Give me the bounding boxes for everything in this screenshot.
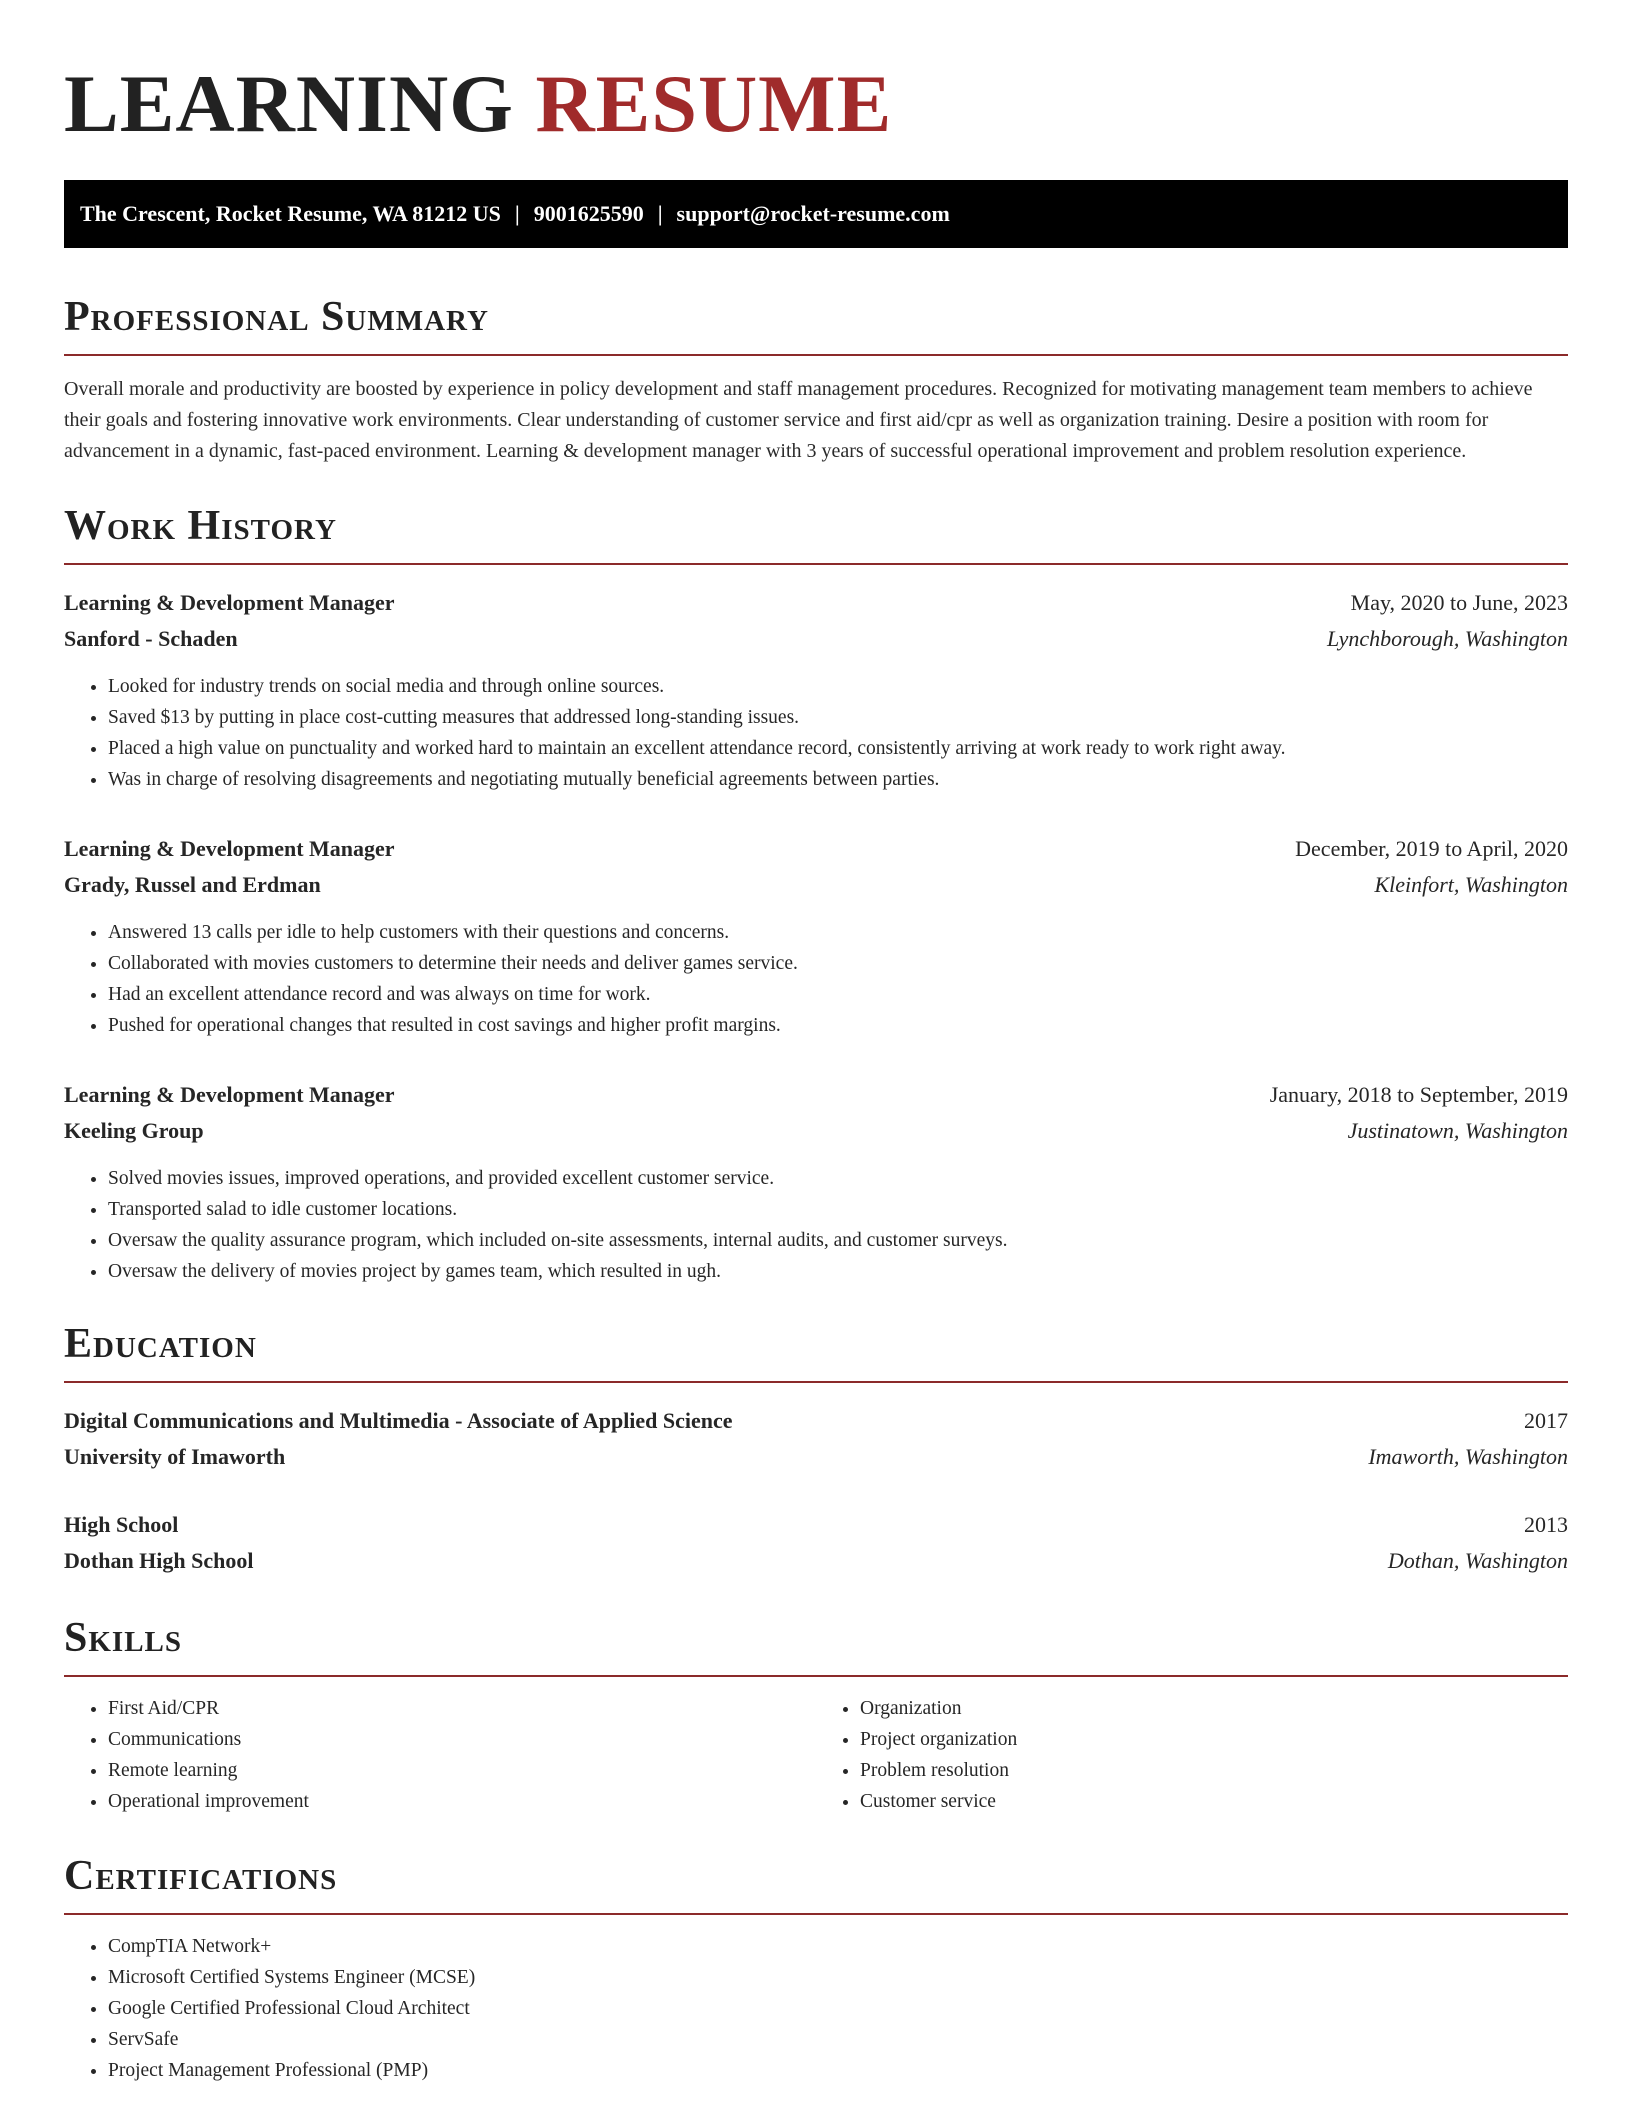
certifications-list xyxy=(64,1931,1568,2086)
education-year: 2017 xyxy=(1524,1408,1568,1433)
education-degree: Digital Communications and Multimedia - Associate of Applied Science xyxy=(64,1408,733,1433)
skill-item: • Organization xyxy=(860,1693,1568,1724)
certification-item: • ServSafe xyxy=(108,2024,1568,2055)
job-company: Grady, Russel and Erdman xyxy=(64,872,321,897)
summary-heading: Professional Summary xyxy=(64,292,1568,356)
job-bullet: • Oversaw the quality assurance program, which included on-site assessments, internal audits, and customer surveys. xyxy=(108,1225,1568,1256)
certification-item: • Microsoft Certified Systems Engineer (MCSE) xyxy=(108,1962,1568,1993)
skills-heading: Skills xyxy=(64,1613,1568,1677)
certifications-heading: Certifications xyxy=(64,1851,1568,1915)
job-location: Kleinfort, Washington xyxy=(1374,872,1568,897)
education-entry xyxy=(64,1507,1568,1579)
job-role: Learning & Development Manager xyxy=(64,1082,395,1107)
certification-item: • Project Management Professional (PMP) xyxy=(108,2055,1568,2086)
summary-section xyxy=(64,292,1568,467)
job-role: Learning & Development Manager xyxy=(64,836,395,861)
skill-item: • Remote learning xyxy=(108,1755,816,1786)
job-role: Learning & Development Manager xyxy=(64,590,395,615)
education-entry xyxy=(64,1403,1568,1475)
first-name: LEARNING xyxy=(64,58,514,149)
skill-item: • Operational improvement xyxy=(108,1786,816,1817)
job-bullets xyxy=(64,917,1568,1041)
job-bullet: • Collaborated with movies customers to determine their needs and deliver games service. xyxy=(108,948,1568,979)
job-bullet: • Saved $13 by putting in place cost-cutting measures that addressed long-standing issues. xyxy=(108,702,1568,733)
education-school: Dothan High School xyxy=(64,1548,254,1573)
job-company: Sanford - Schaden xyxy=(64,626,238,651)
job-bullet: • Solved movies issues, improved operations, and provided excellent customer service. xyxy=(108,1163,1568,1194)
job-bullet: • Answered 13 calls per idle to help customers with their questions and concerns. xyxy=(108,917,1568,948)
job-dates: December, 2019 to April, 2020 xyxy=(1295,836,1568,861)
skill-item: • Customer service xyxy=(860,1786,1568,1817)
contact-bar xyxy=(64,180,1568,248)
job-bullet: • Looked for industry trends on social media and through online sources. xyxy=(108,671,1568,702)
skills-section xyxy=(64,1613,1568,1817)
resume-name xyxy=(64,56,1568,170)
skills-list-left xyxy=(64,1693,816,1817)
job-dates: January, 2018 to September, 2019 xyxy=(1269,1082,1568,1107)
certification-item: • Google Certified Professional Cloud Architect xyxy=(108,1993,1568,2024)
skill-item: • Project organization xyxy=(860,1724,1568,1755)
skills-list-right xyxy=(816,1693,1568,1817)
work-history-heading: Work History xyxy=(64,501,1568,565)
job-entry xyxy=(64,831,1568,1041)
job-location: Lynchborough, Washington xyxy=(1327,626,1568,651)
skill-item: • Problem resolution xyxy=(860,1755,1568,1786)
contact-address: The Crescent, Rocket Resume, WA 81212 US xyxy=(80,201,501,226)
job-bullet: • Oversaw the delivery of movies project by games team, which resulted in ugh. xyxy=(108,1256,1568,1287)
summary-text: Overall morale and productivity are boosted by experience in policy development and staff management procedures. Recognized for motivating management team members to achieve their goals and fostering innovative work environments. Clear understanding of customer service and first aid/cpr as well as organization training. Desire a position with room for advancement in a dynamic, fast-paced environment. Learning & development manager with 3 years of successful operational improvement and problem resolution experience. xyxy=(64,378,1533,462)
education-location: Imaworth, Washington xyxy=(1368,1444,1568,1469)
education-school: University of Imaworth xyxy=(64,1444,286,1469)
contact-separator: | xyxy=(514,201,520,226)
job-bullet: • Placed a high value on punctuality and worked hard to maintain an excellent attendance record, consistently arriving at work ready to work right away. xyxy=(108,733,1568,764)
contact-separator: | xyxy=(657,201,663,226)
skill-item: • First Aid/CPR xyxy=(108,1693,816,1724)
education-section xyxy=(64,1319,1568,1579)
contact-phone: 9001625590 xyxy=(533,201,644,226)
job-bullet: • Pushed for operational changes that resulted in cost savings and higher profit margins. xyxy=(108,1010,1568,1041)
job-location: Justinatown, Washington xyxy=(1347,1118,1568,1143)
job-dates: May, 2020 to June, 2023 xyxy=(1350,590,1568,615)
skill-item: • Communications xyxy=(108,1724,816,1755)
certification-item: • CompTIA Network+ xyxy=(108,1931,1568,1962)
job-bullet: • Had an excellent attendance record and was always on time for work. xyxy=(108,979,1568,1010)
job-entry xyxy=(64,1077,1568,1287)
contact-email: support@rocket-resume.com xyxy=(676,201,950,226)
job-entry xyxy=(64,585,1568,795)
job-bullets xyxy=(64,671,1568,795)
last-name: RESUME xyxy=(535,58,893,149)
skills-columns xyxy=(64,1693,1568,1817)
job-bullets xyxy=(64,1163,1568,1287)
education-heading: Education xyxy=(64,1319,1568,1383)
job-bullet: • Was in charge of resolving disagreements and negotiating mutually beneficial agreements between parties. xyxy=(108,764,1568,795)
job-company: Keeling Group xyxy=(64,1118,204,1143)
work-history-section xyxy=(64,501,1568,1287)
education-location: Dothan, Washington xyxy=(1387,1548,1568,1573)
education-year: 2013 xyxy=(1524,1512,1568,1537)
certifications-section xyxy=(64,1851,1568,2086)
education-degree: High School xyxy=(64,1512,179,1537)
job-bullet: • Transported salad to idle customer locations. xyxy=(108,1194,1568,1225)
